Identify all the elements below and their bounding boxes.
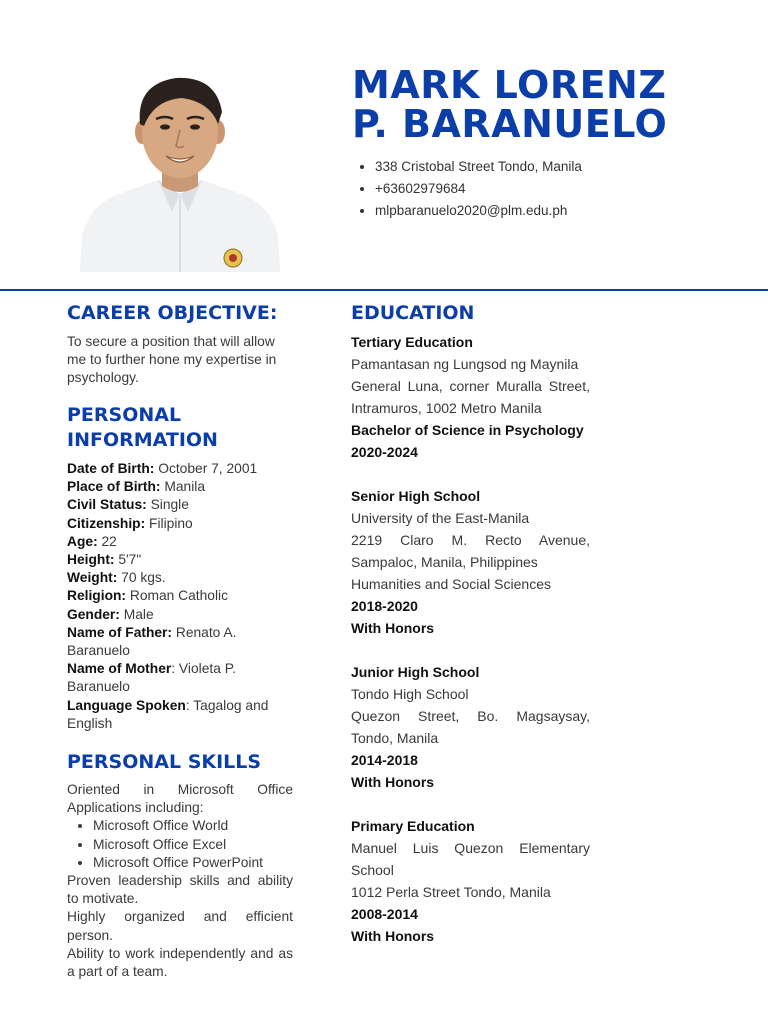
info-label: Height:: [67, 552, 115, 568]
personal-heading-line-1: PERSONAL: [67, 404, 182, 426]
info-row: [67, 496, 292, 514]
info-label: Weight:: [67, 570, 118, 586]
personal-information-heading: [67, 403, 218, 453]
personal-skills-heading: PERSONAL SKILLS: [67, 751, 262, 773]
info-value: 22: [97, 533, 117, 549]
info-label: Date of Birth:: [67, 461, 155, 476]
school-address: Quezon Street, Bo. Magsaysay, Tondo, Manila: [351, 708, 590, 746]
education-level: Junior High School: [351, 664, 480, 680]
info-value: Single: [146, 497, 189, 513]
info-row: [67, 587, 292, 605]
school-name: University of the East-Manila: [351, 510, 530, 526]
strand: Humanities and Social Sciences: [351, 576, 551, 592]
info-value: 70 kgs.: [117, 570, 166, 586]
contact-phone: • +63602979684: [375, 178, 582, 200]
info-row: [67, 624, 292, 660]
full-name: [352, 63, 668, 146]
degree: Bachelor of Science in Psychology: [351, 422, 584, 438]
profile-photo: [76, 72, 284, 272]
skill-bullet: • Microsoft Office Excel: [93, 836, 293, 854]
honors: With Honors: [351, 620, 435, 636]
info-row: [67, 515, 292, 533]
school-years: 2020-2024: [351, 444, 418, 460]
info-label: Citizenship:: [67, 515, 146, 531]
info-value: 5'7": [114, 552, 142, 568]
skills-bullets: [67, 817, 293, 872]
info-row: [67, 533, 292, 551]
contact-address: • 338 Cristobal Street Tondo, Manila: [375, 156, 582, 178]
info-row: [67, 606, 292, 624]
info-label: Name of Mother: [67, 661, 172, 677]
school-address: 2219 Claro M. Recto Avenue, Sampaloc, Manila, Philippines: [351, 532, 590, 570]
education-heading: EDUCATION: [351, 302, 475, 324]
school-name: Tondo High School: [351, 686, 469, 702]
info-label: Language Spoken: [67, 697, 186, 713]
info-label: Religion:: [67, 588, 127, 604]
personal-heading-line-2: INFORMATION: [67, 429, 218, 451]
school-years: 2008-2014: [351, 906, 418, 922]
info-label: Civil Status:: [67, 497, 147, 513]
info-label: Name of Father:: [67, 624, 173, 640]
info-label: Gender:: [67, 606, 120, 622]
skill-paragraph: Highly organized and efficient person.: [67, 909, 293, 943]
personal-information-list: [67, 460, 292, 733]
info-row: [67, 569, 292, 587]
school-years: 2014-2018: [351, 752, 418, 768]
career-objective-heading: CAREER OBJECTIVE:: [67, 302, 278, 324]
header-divider: [0, 289, 768, 291]
school-name: Manuel Luis Quezon Elementary School: [351, 840, 590, 878]
info-row: [67, 660, 292, 696]
skill-paragraph: Ability to work independently and as a part of a team.: [67, 945, 293, 980]
info-value: : Violeta P. Baranuelo: [67, 661, 236, 695]
personal-skills-list: [67, 781, 293, 981]
name-line-2: P. BARANUELO: [352, 102, 668, 146]
education-level: Primary Education: [351, 818, 475, 834]
info-row: [67, 460, 292, 478]
education-level: Tertiary Education: [351, 334, 473, 350]
career-objective-text: To secure a position that will allow me to further hone my expertise in psychology.: [67, 334, 277, 386]
school-years: 2018-2020: [351, 598, 418, 614]
info-value: Manila: [160, 479, 206, 495]
info-value: : Tagalog and English: [67, 697, 269, 731]
skills-intro: Oriented in Microsoft Office Applications including:: [67, 782, 293, 816]
info-row: [67, 551, 292, 569]
school-name: Pamantasan ng Lungsod ng Maynila: [351, 356, 579, 372]
skill-bullet: • Microsoft Office World: [93, 817, 293, 835]
info-value: Renato A. Baranuelo: [67, 624, 237, 659]
info-label: Age:: [67, 533, 98, 549]
honors: With Honors: [351, 774, 435, 790]
honors: With Honors: [351, 928, 435, 944]
name-line-1: MARK LORENZ: [352, 63, 667, 107]
info-label: Place of Birth:: [67, 479, 161, 495]
info-value: October 7, 2001: [154, 461, 258, 476]
info-value: Filipino: [145, 515, 193, 531]
info-row: [67, 697, 292, 733]
school-address: 1012 Perla Street Tondo, Manila: [351, 884, 551, 900]
education-list: [351, 331, 590, 947]
skill-bullet: • Microsoft Office PowerPoint: [93, 854, 293, 872]
info-value: Roman Catholic: [126, 588, 229, 604]
skill-paragraph: Proven leadership skills and ability to motivate.: [67, 873, 293, 907]
school-address: General Luna, corner Muralla Street, Intramuros, 1002 Metro Manila: [351, 378, 590, 416]
info-value: Male: [119, 606, 154, 622]
info-row: [67, 478, 292, 496]
education-level: Senior High School: [351, 488, 481, 504]
contact-list: [353, 156, 582, 222]
contact-email: • mlpbaranuelo2020@plm.edu.ph: [375, 200, 582, 222]
